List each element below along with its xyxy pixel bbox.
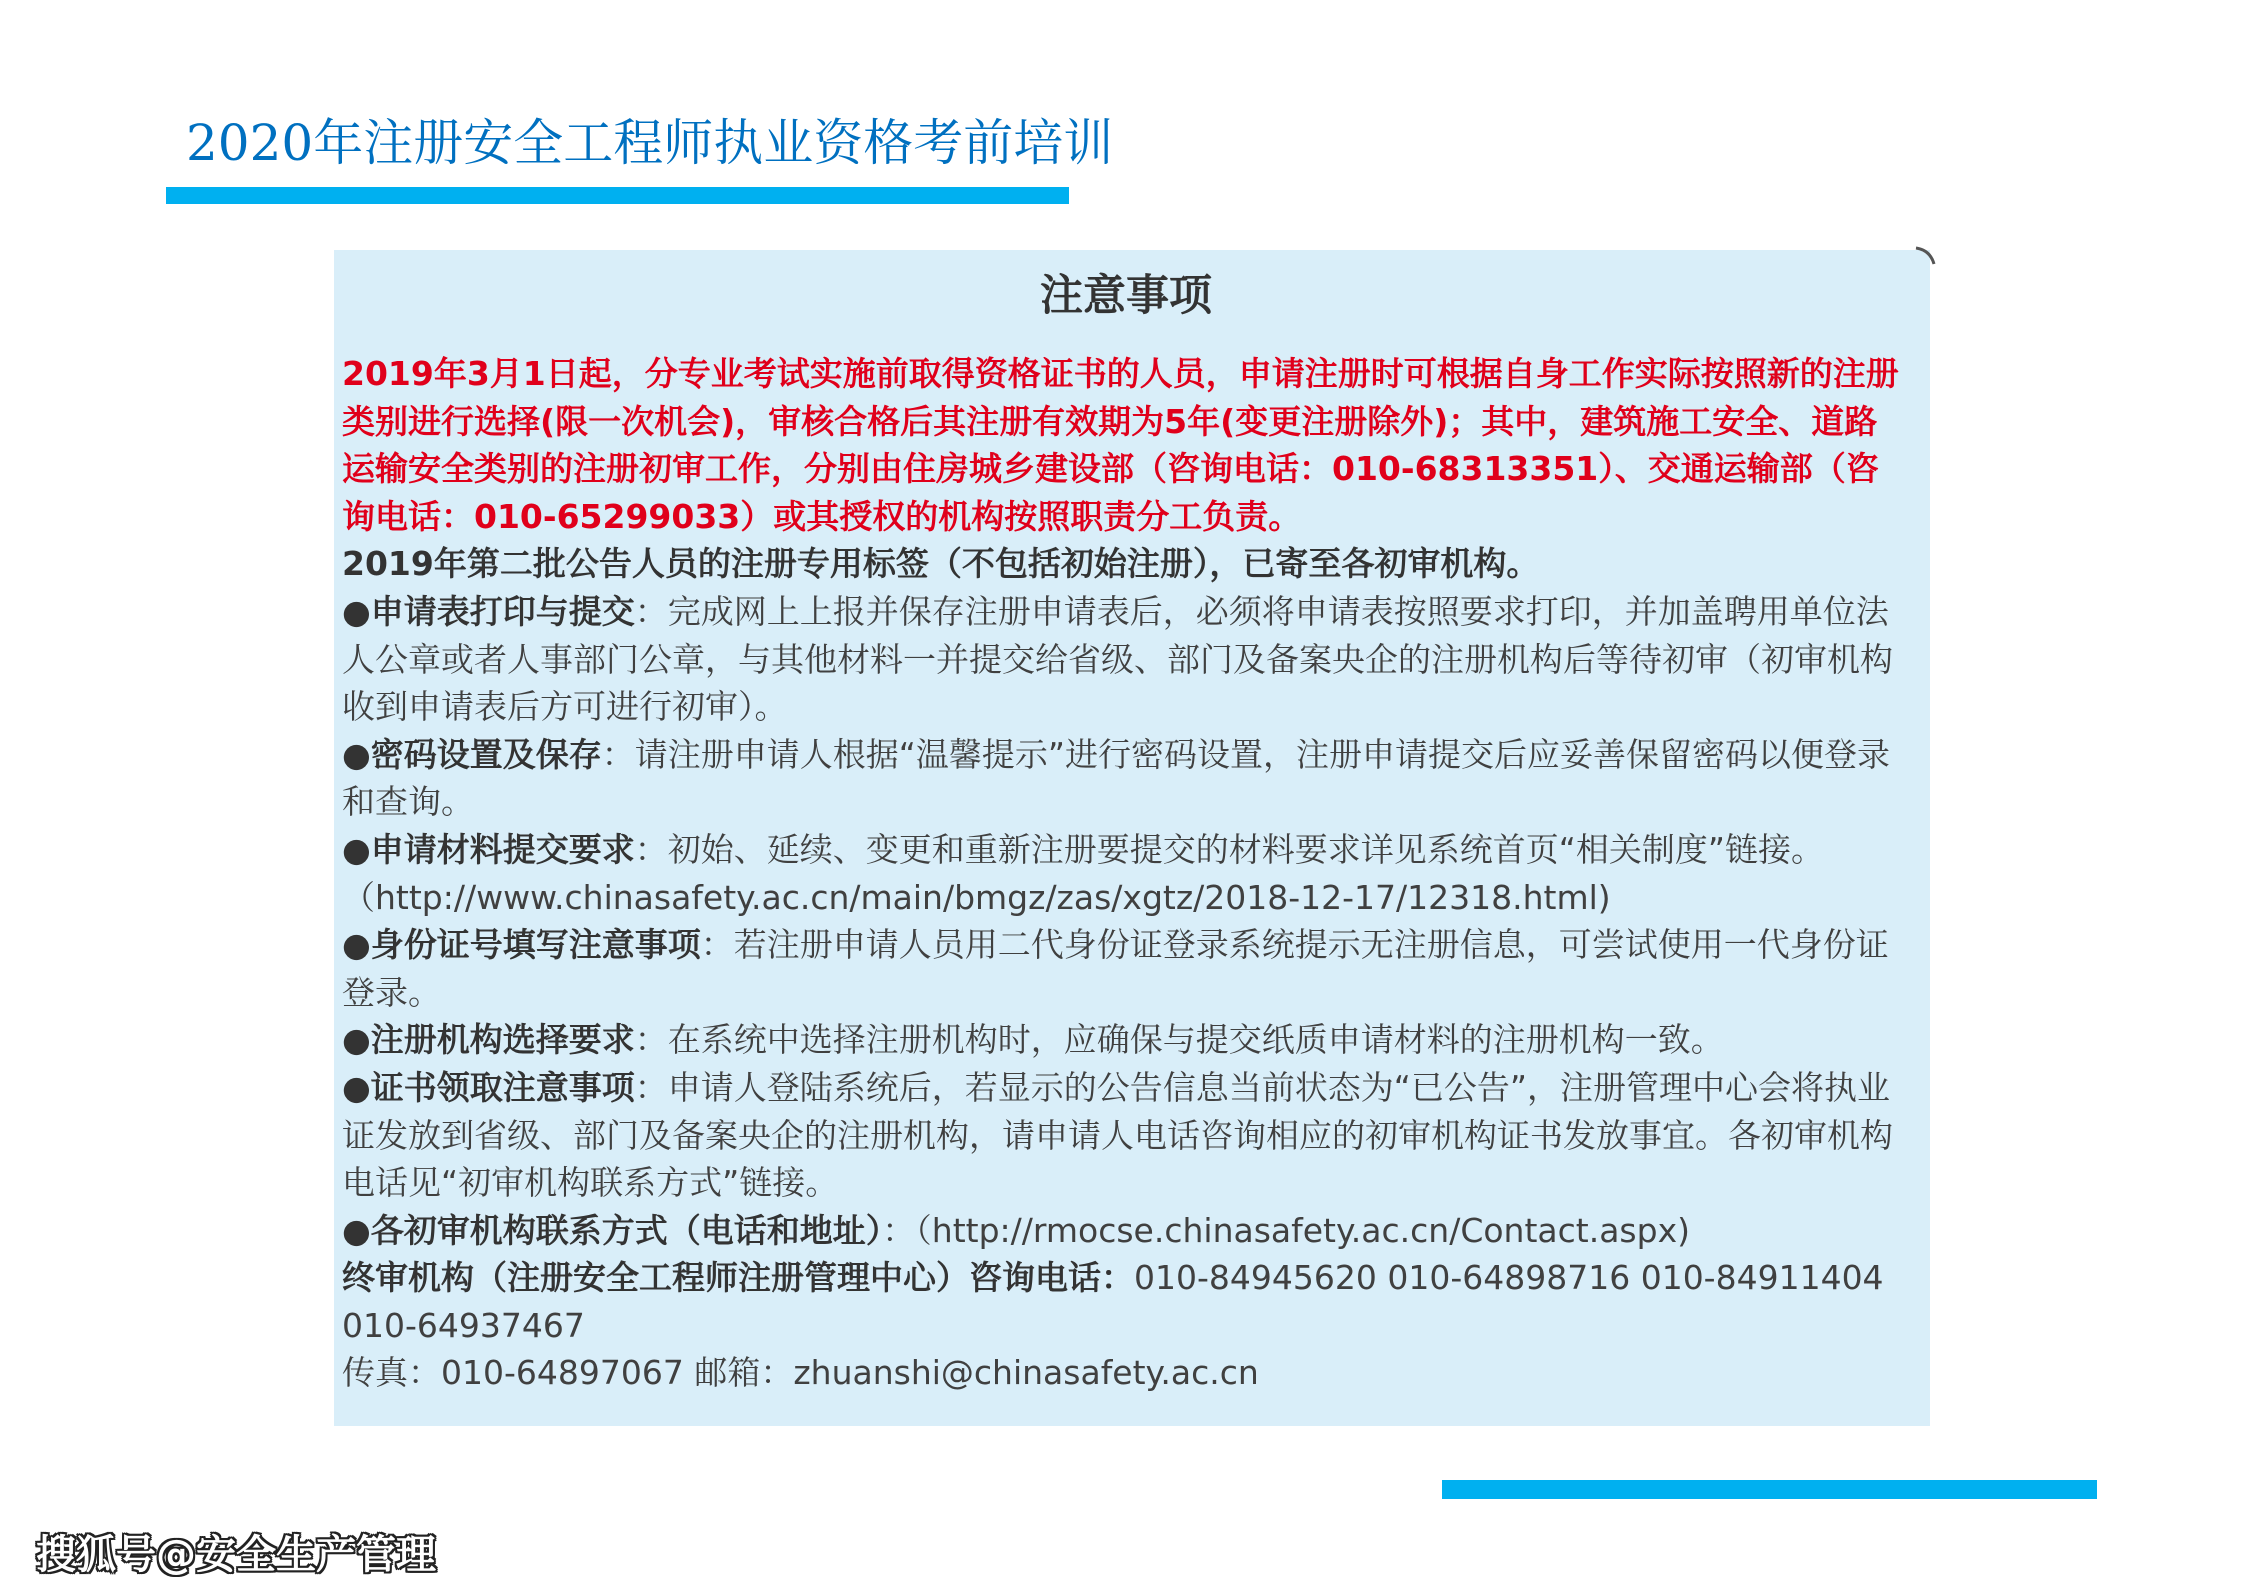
list-item: [342, 1207, 1910, 1255]
item-text: ：初始、延续、变更和重新注册要提交的材料要求详见系统首页“相关制度”链接。（http://www.chinasafety.ac.cn/main/bmgz/zas/xgtz/2018-12-17/12318.html): [342, 829, 1824, 917]
list-item: [342, 826, 1910, 921]
item-label: ●申请表打印与提交: [342, 591, 635, 631]
corner-curl-icon: [1914, 246, 1936, 268]
list-item: [342, 731, 1910, 826]
page-title: 2020年注册安全工程师执业资格考前培训: [186, 114, 1114, 172]
item-label: ●身份证号填写注意事项: [342, 925, 701, 965]
list-item: [342, 921, 1910, 1016]
item-text: ：（http://rmocse.chinasafety.ac.cn/Contact.aspx): [882, 1210, 1690, 1250]
item-label: ●证书领取注意事项: [342, 1067, 635, 1107]
item-label: ●密码设置及保存: [342, 734, 602, 774]
item-label: ●注册机构选择要求: [342, 1020, 635, 1060]
item-text: ：若注册申请人员用二代身份证登录系统提示无注册信息，可尝试使用一代身份证登录。: [342, 925, 1889, 1012]
final-review-phones: 010-84945620 010-64898716 010-84911404 010-64937467: [342, 1258, 1884, 1345]
red-notice-paragraph: 2019年3月1日起，分专业考试实施前取得资格证书的人员，申请注册时可根据自身工作实际按照新的注册类别进行选择(限一次机会)，审核合格后其注册有效期为5年(变更注册除外)；其中，建筑施工安全、道路运输安全类别的注册初审工作，分别由住房城乡建设部（咨询电话：010-68313351）、交通运输部（咨询电话：010-65299033）或其授权的机构按照职责分工负责。: [342, 354, 1899, 536]
footer-divider: [1442, 1480, 2097, 1499]
item-text: ：完成网上上报并保存注册申请表后，必须将申请表按照要求打印，并加盖聘用单位法人公章或者人事部门公章，与其他材料一并提交给省级、部门及备案央企的注册机构后等待初审（初审机构收到申请表后方可进行初审）。: [342, 591, 1893, 727]
item-text: ：在系统中选择注册机构时，应确保与提交纸质申请材料的注册机构一致。: [634, 1020, 1724, 1060]
final-review-contact: [342, 1254, 1910, 1349]
item-label: ●申请材料提交要求: [342, 829, 635, 869]
label-dispatch-notice: 2019年第二批公告人员的注册专用标签（不包括初始注册），已寄至各初审机构。: [342, 544, 1540, 584]
list-item: [342, 1016, 1910, 1064]
item-text: ：请注册申请人根据“温馨提示”进行密码设置，注册申请提交后应妥善保留密码以便登录和查询。: [342, 734, 1890, 822]
list-item: [342, 588, 1910, 731]
item-text: ：申请人登陆系统后，若显示的公告信息当前状态为“已公告”，注册管理中心会将执业证发放到省级、部门及备案央企的注册机构，请申请人电话咨询相应的初审机构证书发放事宜。各初审机构电话见“初审机构联系方式”链接。: [342, 1067, 1893, 1203]
notice-panel: [334, 250, 1930, 1426]
final-review-label: 终审机构（注册安全工程师注册管理中心）咨询电话：: [342, 1258, 1134, 1298]
fax-email-line: 传真：010-64897067 邮箱：zhuanshi@chinasafety.ac.cn: [342, 1353, 1259, 1393]
list-item: [342, 1064, 1910, 1207]
notice-title: 注意事项: [1040, 271, 1212, 321]
notice-body: [342, 350, 1910, 1397]
item-label: ●各初审机构联系方式（电话和地址）: [342, 1210, 883, 1250]
header-divider: [166, 187, 1069, 204]
watermark: 搜狐号@安全生产管理: [36, 1532, 436, 1578]
